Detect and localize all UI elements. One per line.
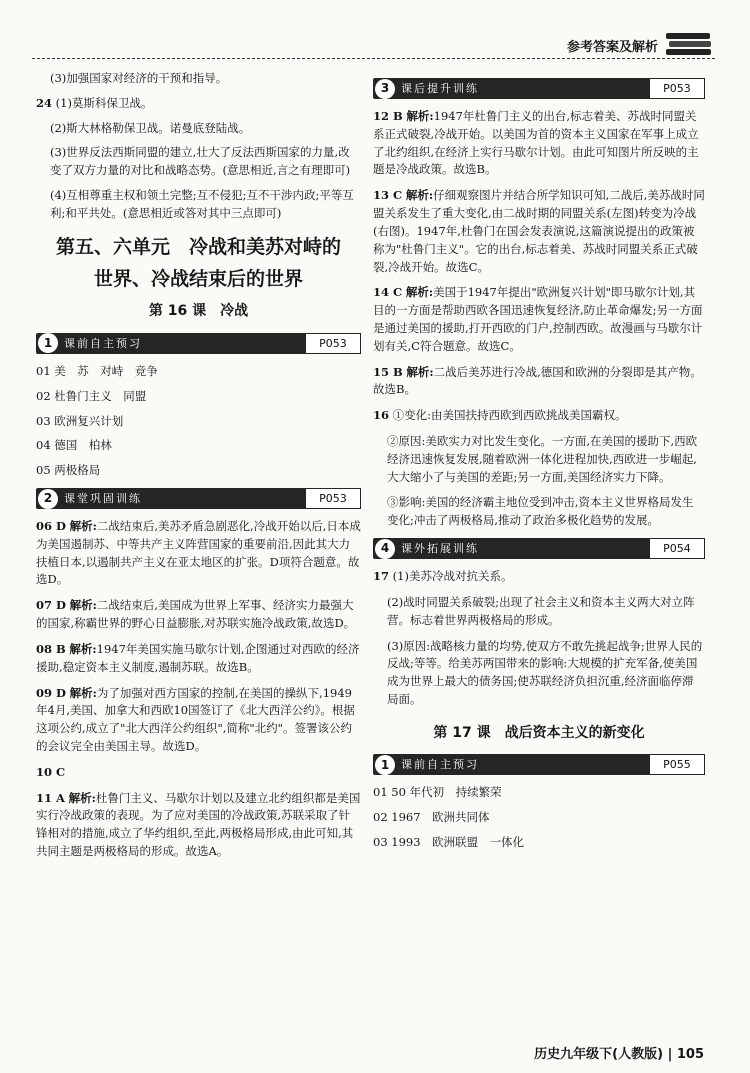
- unit-title: [36, 231, 361, 296]
- answer-item: [36, 187, 361, 223]
- answer-item: [36, 120, 361, 138]
- analysis-label: 解析:: [68, 790, 96, 805]
- answer-item: [36, 597, 361, 633]
- answer-text: ③影响:美国的经济霸主地位受到冲击,资本主义世界格局发生变化;冲击了两极格局,推动了政治多极化趋势的发展。: [387, 495, 694, 528]
- answer-text: (1)美苏冷战对抗关系。: [392, 569, 513, 584]
- section-page-ref: P055: [649, 754, 705, 775]
- answer-item: [36, 70, 361, 88]
- analysis-label: 解析:: [69, 598, 97, 613]
- answer-item: [373, 108, 705, 179]
- answer-number: 14 C: [373, 285, 403, 300]
- analysis-label: 解析:: [69, 685, 97, 700]
- answer-text: 1947年美国实施马歇尔计划,企图通过对西欧的经济援助,稳定资本主义制度,遏制苏联。故选B。: [36, 641, 360, 674]
- section-page-ref: P053: [649, 78, 705, 99]
- answer-number: 09 D: [36, 685, 66, 700]
- books-icon: [664, 31, 714, 57]
- answer-number: 12 B: [373, 109, 403, 123]
- answer-text: ①变化:由美国扶持西欧到西欧挑战美国霸权。: [392, 408, 627, 423]
- answer-number: 10 C: [36, 764, 66, 779]
- section-number-badge: 3: [375, 79, 395, 99]
- lesson-16-title: 第 16 课 冷战: [148, 303, 249, 320]
- answer-item: [373, 494, 705, 530]
- answer-text: 二战结束后,美国成为世界上军事、经济实力最强大的国家,称霸世界的野心日益膨胀,对苏联实施冷战政策,故选D。: [36, 598, 356, 631]
- answers-q23-24: [36, 70, 361, 223]
- answer-text: (2)战时同盟关系破裂;出现了社会主义和资本主义两大对立阵营。标志着世界两极格局的形成。: [387, 594, 695, 627]
- answer-text: 1947年杜鲁门主义的出台,标志着美、苏战时同盟关系正式破裂,冷战开始。以美国为首的资本主义国家在军事上成立了北约组织,在经济上实行马歇尔计划。由此可知图片所反映的主题是冷战政策。故选B。: [373, 109, 699, 177]
- list-item: 01 美 苏 对峙 竞争: [36, 363, 158, 378]
- section-bar-preview-17: [373, 754, 705, 775]
- analysis-label: 解析:: [405, 188, 434, 203]
- list-item: 03 欧洲复兴计划: [36, 413, 124, 428]
- answer-item: [373, 364, 705, 400]
- answer-text: (2)斯大林格勒保卫战。诺曼底登陆战。: [50, 120, 251, 135]
- page-footer: 历史九年级下(人教版) | 105: [534, 1046, 704, 1062]
- section-number-badge: 4: [375, 539, 395, 559]
- section-number-badge: 1: [375, 755, 395, 775]
- answer-item: [373, 284, 705, 355]
- section-label: 课堂巩固训练: [64, 492, 142, 505]
- unit-title-line-1: 第五、六单元 冷战和美苏对峙的: [55, 235, 341, 258]
- list-item: 02 杜鲁门主义 同盟: [36, 388, 147, 403]
- answer-item: [373, 638, 705, 709]
- right-column: [373, 70, 705, 859]
- answer-item: [373, 594, 705, 630]
- consolidation-answers: [36, 518, 361, 861]
- answer-number: 17: [373, 569, 390, 584]
- list-item: 03 1993 欧洲联盟 一体化: [373, 835, 525, 850]
- answer-number: 08 B: [36, 641, 66, 656]
- list-item: 01 50 年代初 持续繁荣: [373, 785, 502, 800]
- answer-number: 11 A: [36, 790, 65, 805]
- answer-text: 美国于1947年提出"欧洲复兴计划"即马歇尔计划,其目的一方面是帮助西欧各国迅速恢复经济,防止革命爆发;另一方面是通过美国的援助,打开西欧的门户,控制西欧。故漫画与马歇尔计划有关,C符合题意。故选C。: [373, 285, 703, 353]
- section-bar-consolidation: [36, 488, 361, 509]
- list-item: 05 两极格局: [36, 463, 101, 478]
- improvement-answers: [373, 108, 705, 530]
- section-label: 课外拓展训练: [401, 542, 479, 556]
- answer-text: ②原因:美欧实力对比发生变化。一方面,在美国的援助下,西欧经济迅速恢复发展,随着欧洲一体化进程加快,西欧进一步崛起,大大缩小了与美国的差距;另一方面,美国经济实力下降。: [387, 434, 698, 484]
- answer-item: [36, 144, 361, 180]
- answer-item: [36, 518, 361, 589]
- answer-text: 二战结束后,美苏矛盾急剧恶化,冷战开始以后,日本成为美国遏制苏、中等共产主义阵营国家的重要前沿,因此其大力扶植日本,以遏制共产主义在亚太地区的扩张。D项符合题意。故选D。: [36, 519, 361, 587]
- section-page-ref: P053: [305, 488, 361, 509]
- answer-number: 15 B: [373, 364, 403, 379]
- answer-item: [36, 790, 361, 861]
- section-label: 课前自主预习: [64, 336, 142, 350]
- answer-text: (3)世界反法西斯同盟的建立,壮大了反法西斯国家的力量,改变了双方力量的对比和战略态势。(意思相近,言之有理即可): [50, 145, 351, 178]
- answer-number: 24: [36, 95, 53, 110]
- section-number-badge: 2: [38, 489, 58, 509]
- answer-item: [36, 641, 361, 677]
- answer-text: 为了加强对西方国家的控制,在美国的操纵下,1949年4月,美国、加拿大和西欧10国签订了《北大西洋公约》。根据这项公约,成立了"北大西洋公约组织",简称"北约"。签署该公约的会议完全由美国主导。故选D。: [36, 685, 355, 753]
- answer-item: [36, 764, 361, 782]
- answer-text: (1)莫斯科保卫战。: [55, 95, 153, 110]
- analysis-label: 解析:: [406, 364, 434, 379]
- section-bar-extension: [373, 538, 705, 559]
- section-page-ref: P053: [305, 333, 361, 354]
- analysis-label: 解析:: [69, 519, 97, 534]
- answer-text: 仔细观察图片并结合所学知识可知,二战后,美苏战时同盟关系发生了重大变化,由二战时期的同盟关系(左图)转变为冷战(右图)。1947年,杜鲁门在国会发表演说,这篇演说提出的政策被称为"杜鲁门主义"。它的出台,标志着美、苏战时同盟关系正式破裂,冷战开始。故选C。: [373, 188, 705, 274]
- answer-number: 07 D: [36, 598, 66, 613]
- section-page-ref: P054: [649, 538, 705, 559]
- answer-text: (4)互相尊重主权和领土完整;互不侵犯;互不干涉内政;平等互利;和平共处。(意思相近或答对其中三点即可): [50, 188, 354, 220]
- extension-answers: [373, 568, 705, 709]
- answer-number: 16: [373, 408, 390, 423]
- section-label: 课后提升训练: [401, 81, 479, 95]
- preview-answers-17: [373, 784, 705, 851]
- list-item: 02 1967 欧洲共同体: [373, 810, 490, 825]
- answer-number: 06 D: [36, 519, 66, 534]
- unit-title-line-2: 世界、冷战结束后的世界: [93, 267, 303, 290]
- answer-item: [36, 95, 361, 113]
- answer-item: [373, 187, 705, 276]
- answer-item: [373, 433, 705, 486]
- answer-text: 二战后美苏进行冷战,德国和欧洲的分裂即是其产物。故选B。: [373, 364, 702, 397]
- analysis-label: 解析:: [69, 641, 97, 656]
- section-label: 课前自主预习: [401, 758, 479, 772]
- analysis-label: 解析:: [405, 285, 434, 300]
- answer-item: [36, 685, 361, 756]
- answer-item: [373, 407, 705, 425]
- section-bar-improvement: [373, 78, 705, 99]
- answer-text: (3)原因:战略核力量的均势,使双方不敢先挑起战争;世界人民的反战;等等。给美苏两国带来的影响:大规模的扩充军备,使美国成为世界上最大的债务国;使苏联经济负担沉重,经济面临停滞局面。: [387, 638, 703, 706]
- header-title: 参考答案及解析: [566, 40, 658, 55]
- answer-text: (3)加强国家对经济的干预和指导。: [50, 71, 228, 85]
- section-number-badge: 1: [38, 333, 58, 353]
- left-column: [36, 70, 361, 869]
- list-item: 04 德国 柏林: [36, 438, 112, 453]
- lesson-17-title: 第 17 课 战后资本主义的新变化: [433, 724, 645, 741]
- answer-number: 13 C: [373, 188, 403, 203]
- answer-text: 杜鲁门主义、马歇尔计划以及建立北约组织都是美国实行冷战政策的表现。为了应对美国的冷战政策,苏联采取了针锋相对的措施,成立了华约组织,至此,两极格局形成,由此可知,其共同主题是两极格局的形成。故选A。: [36, 790, 361, 859]
- analysis-label: 解析:: [406, 109, 434, 123]
- answer-item: [373, 568, 705, 586]
- section-bar-preview: [36, 333, 361, 354]
- preview-answers: [36, 363, 361, 480]
- header-divider: [32, 58, 715, 59]
